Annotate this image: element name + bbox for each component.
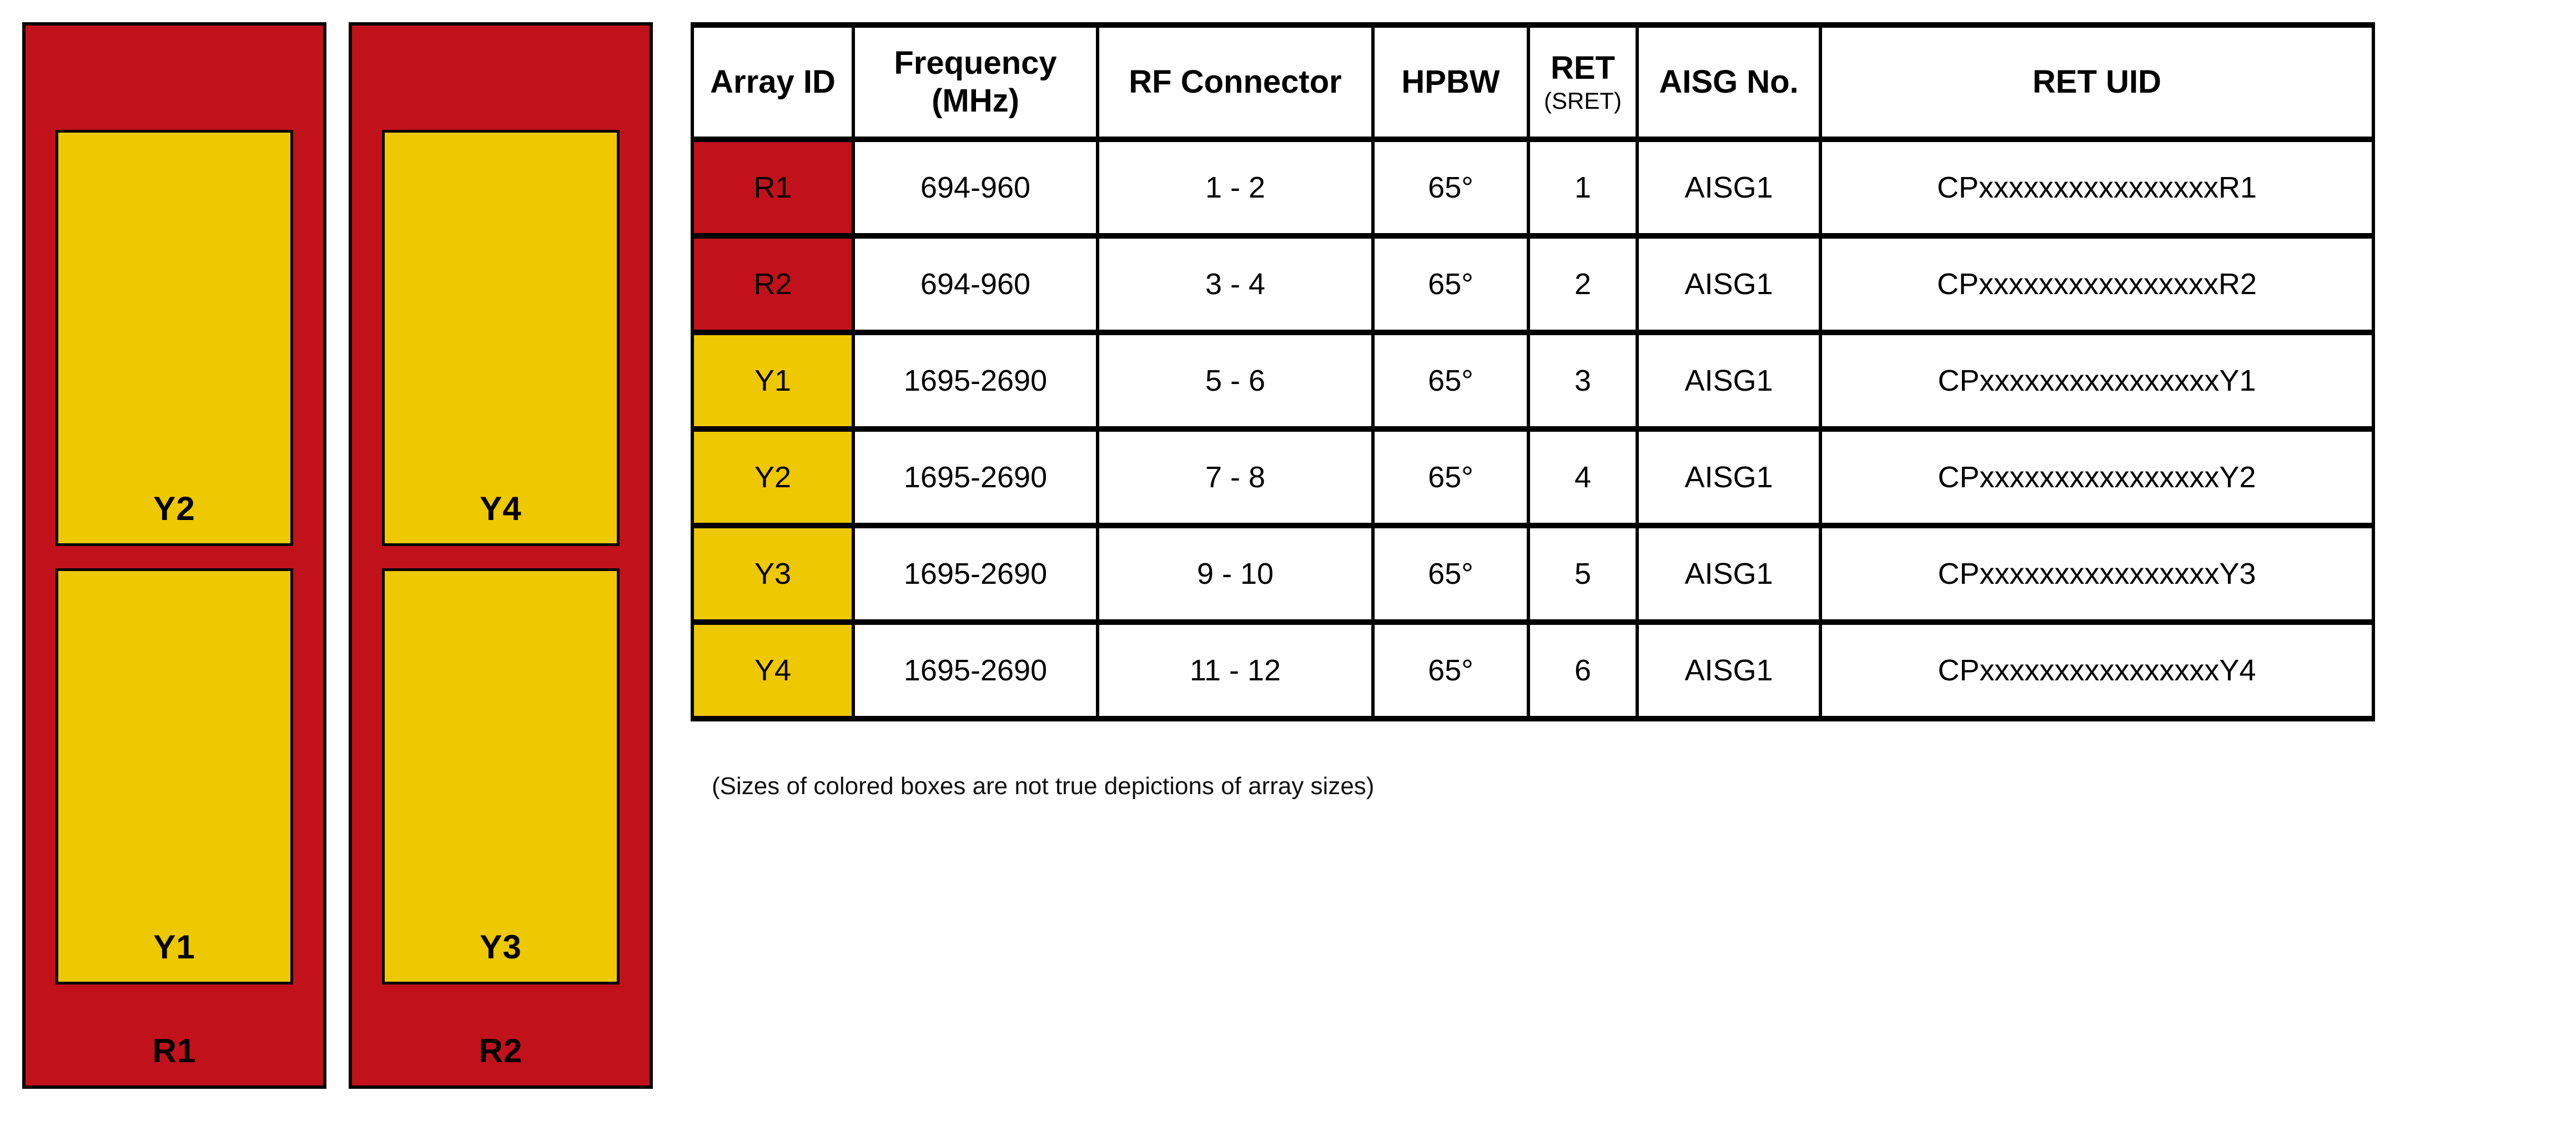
cell-frequency: 694-960	[853, 236, 1098, 332]
antenna-panel-r1	[22, 22, 326, 1089]
array-box-label: Y3	[480, 928, 522, 966]
cell-array-id: R1	[692, 139, 853, 236]
col-header-ret	[1528, 25, 1637, 139]
array-box-y1	[56, 568, 293, 984]
cell-array-id: R2	[692, 236, 853, 332]
cell-hpbw: 65°	[1373, 332, 1528, 429]
array-box-label: Y2	[153, 490, 195, 527]
cell-rf-connector: 7 - 8	[1098, 429, 1373, 526]
cell-frequency: 1695-2690	[853, 429, 1098, 526]
cell-hpbw: 65°	[1373, 429, 1528, 526]
ret-header-line2: (SRET)	[1544, 88, 1622, 114]
cell-ret-uid: CPxxxxxxxxxxxxxxxxY3	[1820, 526, 2373, 622]
cell-hpbw: 65°	[1373, 236, 1528, 332]
cell-rf-connector: 5 - 6	[1098, 332, 1373, 429]
cell-ret: 3	[1528, 332, 1637, 429]
cell-aisg-no: AISG1	[1637, 622, 1820, 719]
cell-frequency: 694-960	[853, 139, 1098, 236]
table-row	[692, 139, 2373, 236]
array-box-y2	[56, 130, 293, 546]
cell-ret-uid: CPxxxxxxxxxxxxxxxxY1	[1820, 332, 2373, 429]
cell-array-id: Y2	[692, 429, 853, 526]
cell-aisg-no: AISG1	[1637, 236, 1820, 332]
cell-rf-connector: 1 - 2	[1098, 139, 1373, 236]
cell-ret: 1	[1528, 139, 1637, 236]
cell-hpbw: 65°	[1373, 526, 1528, 622]
array-table-body	[692, 139, 2373, 719]
col-header-array-id: Array ID	[692, 25, 853, 139]
antenna-panel-r2	[349, 22, 653, 1089]
frequency-header-line1: Frequency	[894, 44, 1057, 81]
cell-frequency: 1695-2690	[853, 526, 1098, 622]
table-header	[692, 25, 2373, 139]
col-header-ret-uid: RET UID	[1820, 25, 2373, 139]
cell-array-id: Y4	[692, 622, 853, 719]
col-header-aisg-no: AISG No.	[1637, 25, 1820, 139]
header-row	[692, 25, 2373, 139]
cell-ret: 2	[1528, 236, 1637, 332]
ret-header-line1: RET	[1551, 50, 1615, 86]
size-disclaimer-note: (Sizes of colored boxes are not true depictions of array sizes)	[712, 772, 1375, 800]
cell-aisg-no: AISG1	[1637, 526, 1820, 622]
cell-ret: 4	[1528, 429, 1637, 526]
table-row	[692, 622, 2373, 719]
array-box-y3	[382, 568, 620, 984]
cell-array-id: Y1	[692, 332, 853, 429]
array-box-y4	[382, 130, 620, 546]
cell-rf-connector: 11 - 12	[1098, 622, 1373, 719]
array-spec-table-container	[691, 22, 2375, 721]
panel-label: R2	[479, 1032, 523, 1069]
array-box-label: Y1	[153, 928, 195, 966]
col-header-hpbw: HPBW	[1373, 25, 1528, 139]
cell-ret-uid: CPxxxxxxxxxxxxxxxxY4	[1820, 622, 2373, 719]
table-row	[692, 332, 2373, 429]
array-box-label: Y4	[480, 490, 522, 527]
table-row	[692, 236, 2373, 332]
panel-label: R1	[152, 1032, 197, 1069]
col-header-rf-connector: RF Connector	[1098, 25, 1373, 139]
cell-ret-uid: CPxxxxxxxxxxxxxxxxR2	[1820, 236, 2373, 332]
cell-hpbw: 65°	[1373, 139, 1528, 236]
cell-ret: 5	[1528, 526, 1637, 622]
cell-ret: 6	[1528, 622, 1637, 719]
col-header-frequency	[853, 25, 1098, 139]
array-spec-table	[691, 22, 2375, 721]
table-row	[692, 526, 2373, 622]
cell-aisg-no: AISG1	[1637, 139, 1820, 236]
cell-aisg-no: AISG1	[1637, 429, 1820, 526]
cell-rf-connector: 3 - 4	[1098, 236, 1373, 332]
table-row	[692, 429, 2373, 526]
cell-frequency: 1695-2690	[853, 332, 1098, 429]
cell-ret-uid: CPxxxxxxxxxxxxxxxxR1	[1820, 139, 2373, 236]
frequency-header-line2: (MHz)	[932, 83, 1019, 119]
cell-rf-connector: 9 - 10	[1098, 526, 1373, 622]
cell-hpbw: 65°	[1373, 622, 1528, 719]
cell-ret-uid: CPxxxxxxxxxxxxxxxxY2	[1820, 429, 2373, 526]
cell-frequency: 1695-2690	[853, 622, 1098, 719]
cell-aisg-no: AISG1	[1637, 332, 1820, 429]
cell-array-id: Y3	[692, 526, 853, 622]
